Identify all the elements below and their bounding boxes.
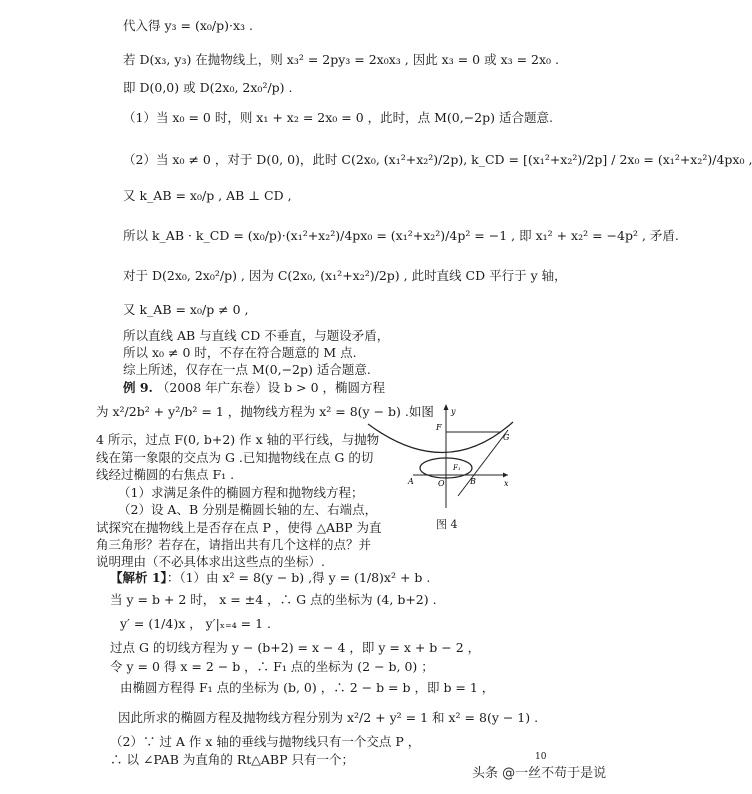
line-point-on-parabola: 若 D(x₃, y₃) 在抛物线上，则 x₃² = 2py₃ = 2x₀x₃ , 因此 x₃ = 0 或 x₃ = 2x₀ . [123,52,560,67]
solution-line-8: （2）∵ 过 A 作 x 轴的垂线与抛物线只有一个交点 P ， [110,734,421,749]
solution-line-6: 由椭圆方程得 F₁ 点的坐标为 (b, 0) ，∴ 2 − b = b ，即 b = 1 ， [120,680,495,695]
label-g: G [503,433,510,442]
watermark-text: 头条 @一丝不苟于是说 [472,766,607,781]
line-slope-ab: 又 k_AB = x₀/p , AB ⊥ CD , [123,188,292,203]
line-conclusion: 综上所述，仅存在一点 M(0,−2p) 适合题意. [123,362,371,377]
x-axis-arrow [503,473,508,478]
example-line-10: 说明理由（不必具体求出这些点的坐标）. [96,554,325,569]
solution-text-1: ：（1）由 x² = 8(y − b) ,得 y = (1/8)x² + b . [166,570,431,585]
line-slope-nonzero: 又 k_AB = x₀/p ≠ 0 , [123,302,249,317]
line-not-perpendicular: 所以直线 AB 与直线 CD 不垂直，与题设矛盾， [123,328,390,343]
line-no-m-point: 所以 x₀ ≠ 0 时，不存在符合题意的 M 点. [123,345,357,360]
label-o: O [438,479,445,488]
label-f1: F₁ [453,464,461,472]
example-line-2: 为 x²/2b² + y²/b² = 1 ，抛物线方程为 x² = 8(y − b) .如图 [96,404,434,419]
figure-4-diagram [358,400,518,510]
label-x: x [504,479,509,488]
example-line-4: 线在第一象限的交点为 G .已知抛物线在点 G 的切 [96,450,374,465]
example-line-6: （1）求满足条件的椭圆方程和抛物线方程； [118,485,364,500]
example-line-8: 试探究在抛物线上是否存在点 P ，使得 △ABP 为直 [96,520,382,535]
label-f: F [436,423,442,432]
solution-line-2: 当 y = b + 2 时， x = ±4 ，∴ G 点的坐标为 (4, b+2) . [110,592,437,607]
figure-caption: 图 4 [436,518,458,531]
example-label: 例 9. [123,380,153,395]
example-line-1 [123,380,385,396]
line-substitute: 代入得 y₃ = (x₀/p)·x₃ . [123,18,253,33]
line-for-d: 对于 D(2x₀, 2x₀²/p) , 因为 C(2x₀, (x₁²+x₂²)/2p) , 此时直线 CD 平行于 y 轴， [123,268,567,283]
solution-line-7: 因此所求的椭圆方程及抛物线方程分别为 x²/2 + y² = 1 和 x² = 8(y − 1) . [118,710,539,725]
label-b: B [470,477,476,486]
y-axis-arrow [444,404,449,410]
line-point-d: 即 D(0,0) 或 D(2x₀, 2x₀²/p) . [123,80,293,95]
line-case-2: （2）当 x₀ ≠ 0 ，对于 D(0, 0)，此时 C(2x₀, (x₁²+x₂²)/2p), k_CD = [(x₁²+x₂²)/2p] / 2x₀ = (x₁²+x₂²)/4px₀ , [123,152,752,167]
solution-line-4: 过点 G 的切线方程为 y − (b+2) = x − 4 ，即 y = x + b − 2 ， [110,640,481,655]
example-line-7: （2）设 A、B 分别是椭圆长轴的左、右端点， [118,502,378,517]
example-line-3: 4 所示，过点 F(0, b+2) 作 x 轴的平行线，与抛物 [96,432,380,447]
line-product-slopes: 所以 k_AB · k_CD = (x₀/p)·(x₁²+x₂²)/4px₀ = (x₁²+x₂²)/4p² = −1 , 即 x₁² + x₂² = −4p² , 矛盾. [123,228,679,243]
page-number: 10 [535,752,547,762]
tangent-line [458,430,508,496]
solution-line-5: 令 y = 0 得 x = 2 − b ，∴ F₁ 点的坐标为 (2 − b, 0) ； [110,659,434,674]
example-text-1: （2008 年广东卷）设 b > 0 ，椭圆方程 [156,380,385,395]
solution-line-1 [110,570,430,586]
example-line-5: 线经过椭圆的右焦点 F₁ . [96,467,235,482]
solution-line-3: y′ = (1/4)x ， y′|ₓ₌₄ = 1 . [120,616,272,631]
label-y: y [451,407,456,416]
solution-label: 【解析 1】 [110,570,167,585]
example-line-9: 角三角形？若存在，请指出共有几个这样的点？并 [96,537,372,552]
line-case-1: （1）当 x₀ = 0 时，则 x₁ + x₂ = 2x₀ = 0 ，此时，点 M(0,−2p) 适合题意. [123,110,553,125]
label-a: A [408,477,414,486]
solution-line-9: ∴ 以 ∠PAB 为直角的 Rt△ABP 只有一个； [110,752,354,767]
